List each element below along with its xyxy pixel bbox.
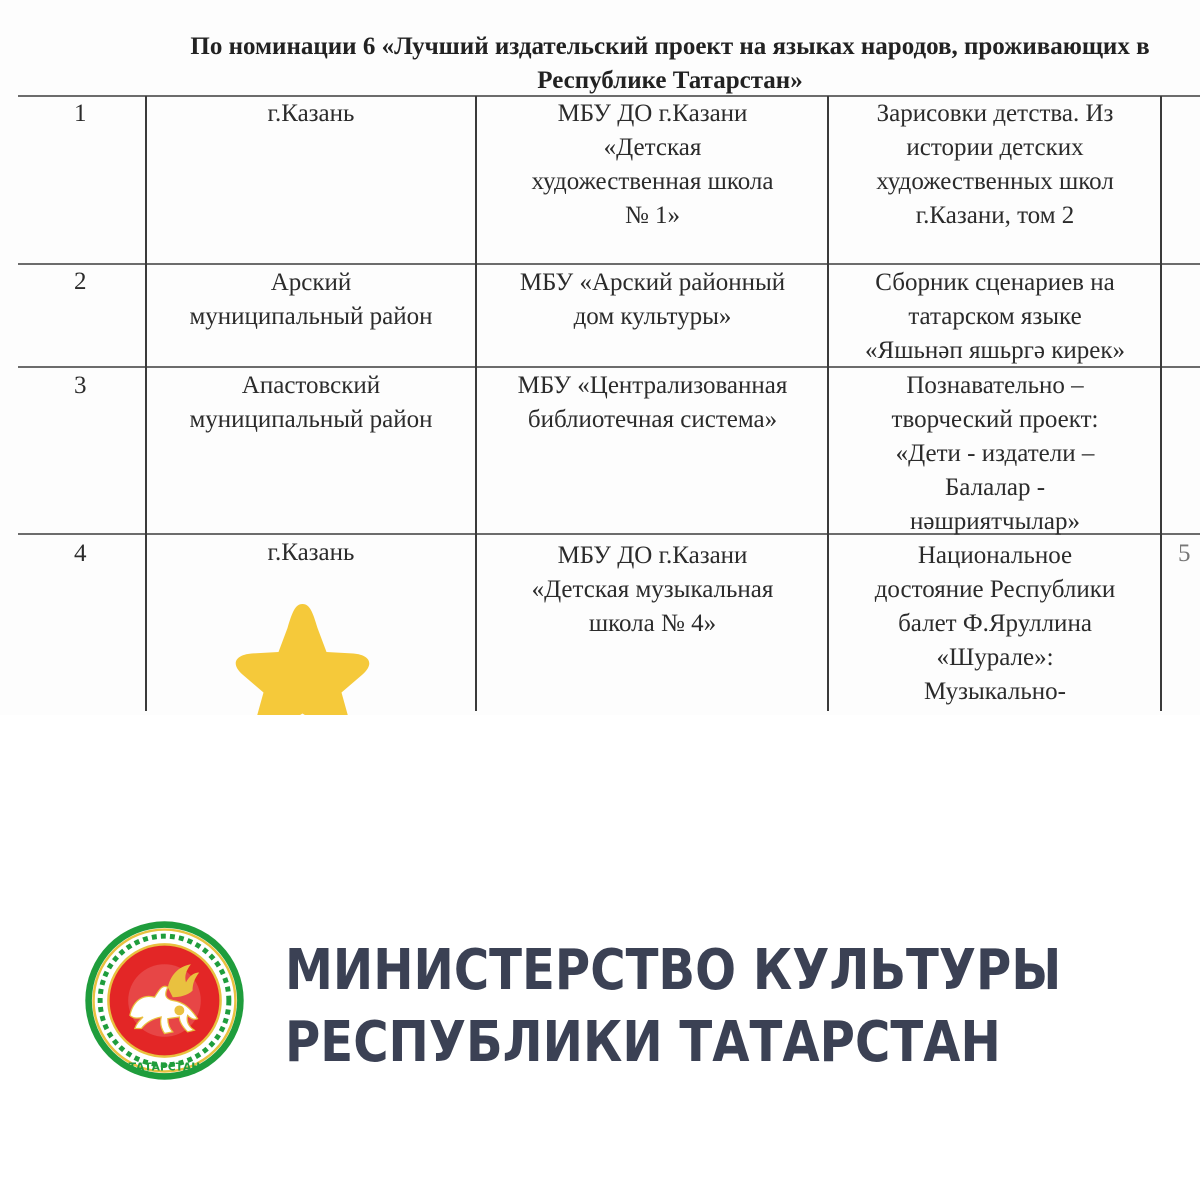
cell-line: «Детская (603, 134, 702, 161)
project-cell (832, 369, 1158, 539)
nomination-title-line1: По номинации 6 «Лучший издательский проект на языках народов, проживающих в (190, 33, 1150, 60)
project-cell (832, 539, 1158, 709)
cell-line: истории детских (906, 134, 1084, 161)
cell-line: достояние Республики (874, 576, 1116, 603)
cell-line: школа № 4» (588, 610, 717, 637)
municipality-cell (150, 266, 472, 334)
column-divider (475, 96, 477, 711)
cell-line: художественных школ (876, 168, 1114, 195)
tatarstan-coat-of-arms-icon (82, 918, 247, 1083)
row-number: 4 (74, 540, 87, 567)
organization-cell (480, 266, 825, 334)
cell-line: г.Казань (267, 100, 355, 127)
ministry-name-line2: РЕСПУБЛИКИ ТАТАРСТАН (285, 1010, 1001, 1075)
ministry-name-line1: МИНИСТЕРСТВО КУЛЬТУРЫ (285, 938, 1062, 1003)
column-divider (827, 96, 829, 711)
cell-line: «Шурале»: (936, 644, 1054, 671)
column-divider (145, 96, 147, 711)
cell-line: библиотечная система» (527, 406, 778, 433)
organization-cell (480, 97, 825, 233)
cut-off-mark: 5 (1178, 540, 1191, 567)
cell-line: Зарисовки детства. Из (876, 100, 1114, 127)
cell-line: балет Ф.Яруллина (898, 610, 1092, 637)
cell-line: художественная школа (531, 168, 774, 195)
cell-line: МБУ ДО г.Казани (557, 100, 748, 127)
row-number: 2 (74, 268, 87, 295)
column-divider (1160, 96, 1162, 711)
municipality-cell (150, 369, 472, 437)
cell-line: нәшриятчылар» (910, 508, 1080, 535)
project-cell (832, 266, 1158, 368)
organization-cell (480, 369, 825, 437)
ministry-name (285, 935, 1061, 1079)
cell-line: МБУ «Арский районный (519, 269, 786, 296)
cell-line: татарском языке (908, 303, 1082, 330)
cell-line: муниципальный район (189, 303, 433, 330)
row-number: 3 (74, 372, 87, 399)
cell-line: творческий проект: (891, 406, 1099, 433)
organization-cell (480, 539, 825, 641)
cell-line: муниципальный район (189, 406, 433, 433)
cell-line: Балалар - (944, 474, 1046, 501)
cell-line: № 1» (624, 202, 681, 229)
cell-line: Арский (270, 269, 352, 296)
cell-line: Познавательно – (906, 372, 1084, 399)
cell-line: «Дети - издатели – (895, 440, 1095, 467)
cell-line: «Детская музыкальная (531, 576, 774, 603)
cell-line: МБУ ДО г.Казани (557, 542, 748, 569)
cell-line: Сборник сценариев на (875, 269, 1115, 296)
cell-line: МБУ «Централизованная (517, 372, 788, 399)
project-cell (832, 97, 1158, 233)
municipality-cell (150, 536, 472, 570)
municipality-cell (150, 97, 472, 131)
cell-line: «Яшьнәп яшьргә кирек» (865, 337, 1125, 364)
row-divider (18, 263, 1200, 265)
cell-line: г.Казань (267, 539, 355, 566)
nomination-title-line2: Республике Татарстан» (537, 67, 803, 94)
cell-line: Национальное (917, 542, 1073, 569)
cell-line: дом культуры» (573, 303, 732, 330)
nomination-title (0, 30, 1200, 98)
cell-line: г.Казани, том 2 (915, 202, 1075, 229)
cell-line: Апастовский (241, 372, 381, 399)
emblem-text: ТАТАРСТАН (128, 1060, 201, 1074)
row-number: 1 (74, 100, 87, 127)
cell-line: Музыкально- (924, 678, 1066, 705)
